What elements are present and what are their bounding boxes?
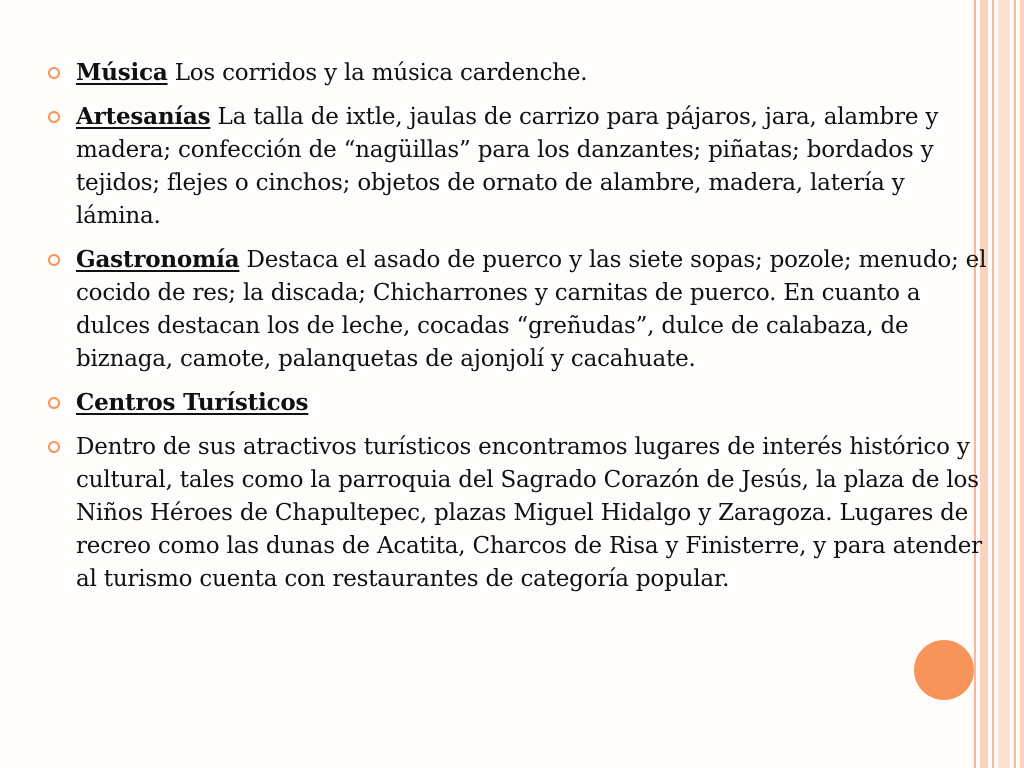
bullet-circle-icon — [48, 254, 60, 266]
bullet-heading: Música — [76, 59, 168, 86]
bullet-centros-turisticos — [48, 386, 988, 420]
bullet-text: Los corridos y la música cardenche. — [167, 60, 588, 86]
stripe — [1014, 0, 1016, 768]
stripe — [1020, 0, 1024, 768]
bullet-artesanias — [48, 100, 988, 233]
stripe — [992, 0, 994, 768]
bullet-musica — [48, 56, 988, 90]
bullet-text: Dentro de sus atractivos turísticos encontramos lugares de interés histórico y cultural, tales como la parroquia del Sagrado Corazón de Jesús, la plaza de los Niños Héroes de Chapultepec, plazas Miguel Hidalgo y Zaragoza. Lugares de recreo como las dunas de Acatita, Charcos de Risa y Finisterre, y para atender al turismo cuenta con restaurantes de categoría popular. — [76, 434, 982, 592]
bullet-heading: Centros Turísticos — [76, 389, 309, 416]
bullet-circle-icon — [48, 397, 60, 409]
bullet-text: La talla de ixtle, jaulas de carrizo para pájaros, jara, alambre y madera; confección de “nagüillas” para los danzantes; piñatas; bordados y tejidos; flejes o cinchos; objetos de ornato de alambre, madera, latería y lámina. — [76, 104, 939, 229]
bullet-circle-icon — [48, 441, 60, 453]
bullet-list — [48, 56, 988, 596]
bullet-circle-icon — [48, 111, 60, 123]
bullet-heading: Gastronomía — [76, 246, 240, 273]
bullet-text: Destaca el asado de puerco y las siete sopas; pozole; menudo; el cocido de res; la discada; Chicharrones y carnitas de puerco. En cuanto a dulces destacan los de leche, cocadas “greñudas”, dulce de calabaza, de biznaga, camote, palanquetas de ajonjolí y cacahuate. — [76, 247, 987, 372]
bullet-heading: Artesanías — [76, 103, 211, 130]
bullet-atractivos — [48, 430, 988, 596]
bullet-gastronomia — [48, 243, 988, 376]
bullet-circle-icon — [48, 67, 60, 79]
decorative-circle — [914, 640, 974, 700]
stripe — [998, 0, 1010, 768]
slide-content — [48, 56, 988, 606]
